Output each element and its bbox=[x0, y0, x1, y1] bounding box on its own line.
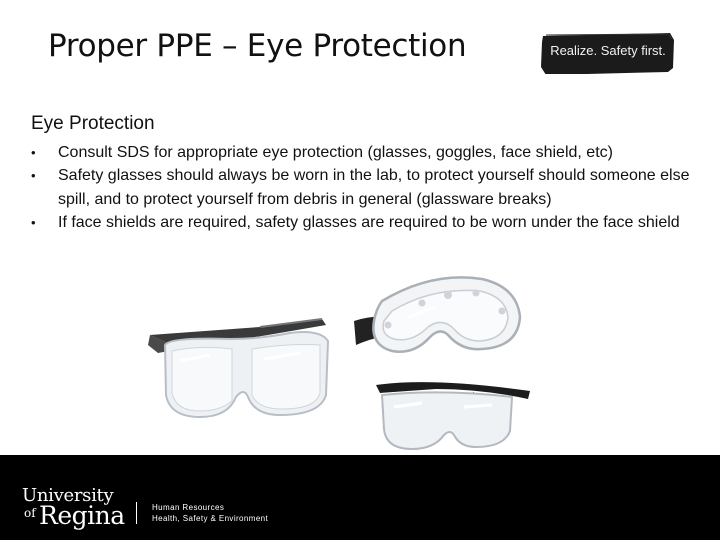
bullet-marker: • bbox=[31, 145, 36, 160]
university-wordmark-line1: University bbox=[22, 485, 114, 506]
university-wordmark-of: of bbox=[24, 506, 36, 520]
list-item bbox=[31, 141, 691, 164]
bullet-text: Consult SDS for appropriate eye protection (glasses, goggles, face shield, etc) bbox=[58, 144, 613, 161]
footer-bar bbox=[0, 455, 720, 540]
section-heading: Eye Protection bbox=[31, 113, 155, 134]
bullet-marker: • bbox=[31, 168, 36, 184]
adjustable-safety-glasses-icon bbox=[372, 375, 534, 455]
footer-divider bbox=[136, 502, 137, 524]
department-name: Human Resources bbox=[152, 503, 225, 512]
department-subname: Health, Safety & Environment bbox=[152, 514, 269, 523]
splash-goggles-icon bbox=[352, 265, 527, 367]
bullet-text: Safety glasses should always be worn in the lab, to protect yourself should someone else spill, and to protect yourself from debris in general (glassware breaks) bbox=[58, 167, 690, 208]
over-glasses-safety-glasses-icon bbox=[140, 305, 340, 425]
tagline-banner bbox=[540, 32, 676, 74]
list-item bbox=[31, 164, 691, 211]
tagline-text: Realize. Safety first. bbox=[550, 43, 666, 58]
page-title: Proper PPE – Eye Protection bbox=[48, 28, 467, 64]
university-wordmark-name: Regina bbox=[39, 501, 125, 530]
list-item bbox=[31, 211, 691, 234]
bullet-text: If face shields are required, safety glasses are required to be worn under the face shield bbox=[58, 213, 680, 231]
bullet-list bbox=[31, 141, 691, 234]
bullet-marker: • bbox=[31, 214, 36, 230]
